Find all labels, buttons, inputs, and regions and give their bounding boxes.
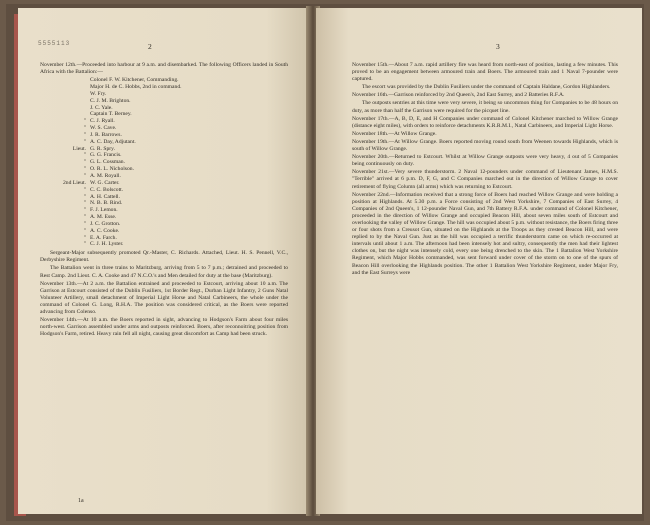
footer-signature-mark: 1a bbox=[78, 498, 84, 504]
officer-row bbox=[40, 139, 288, 146]
paragraph: November 19th.—At Willow Grange. Boers reported moving round south from Weenen towards Highlands, which is south of Willow Grange. bbox=[352, 138, 618, 153]
officer-rank: " bbox=[83, 220, 86, 227]
officer-row bbox=[40, 235, 288, 242]
officer-name: A. C. Day, Adjutant. bbox=[90, 138, 136, 145]
officer-name: A. H. Cattell. bbox=[90, 193, 120, 200]
officer-row bbox=[40, 187, 288, 194]
officer-list bbox=[40, 77, 288, 248]
officer-row bbox=[40, 111, 288, 118]
officer-rank: " bbox=[83, 241, 86, 248]
intro-paragraph: November 12th.—Proceeded into harbour at 9 a.m. and disembarked. The following Officers landed in South Africa with the Battalion:— bbox=[40, 62, 288, 76]
officer-row bbox=[40, 214, 288, 221]
officer-rank: " bbox=[83, 125, 86, 132]
officer-name: C. J. M. Brighton. bbox=[90, 97, 131, 104]
officer-row bbox=[40, 207, 288, 214]
officer-rank: " bbox=[83, 131, 86, 138]
officer-rank: " bbox=[83, 138, 86, 145]
right-page-text bbox=[352, 62, 618, 278]
officer-rank: " bbox=[83, 214, 86, 221]
paragraph: The outposts sentries at this time were very severe, it being so uncommon thing for Companies to be 48 hours on duty, as more than half the Garrison were required for the picquet line. bbox=[352, 100, 618, 114]
officer-row bbox=[40, 152, 288, 159]
paragraph: November 14th.—At 10 a.m. the Boers reported in sight, advancing to Hodgson's Farm about four miles north-west. Garrison assembled under arms and outposts reinforced. Boers, after reconnoitring position from Hodgson's Farm, retired. Heavy rain fell all night, causing great discomfort as Camp had been struck. bbox=[40, 317, 288, 338]
officer-name: F. J. Lemon. bbox=[90, 207, 118, 214]
paragraph: November 15th.—About 7 a.m. rapid artillery fire was heard from north-east of position, lasting a few minutes. This proved to be an engagement between armoured train and Boers. The armoured train and 1 Naval 7-pounder were captured. bbox=[352, 62, 618, 83]
officer-row bbox=[40, 228, 288, 235]
officer-name: J. R. Barrows. bbox=[90, 131, 122, 138]
officer-row bbox=[40, 241, 288, 248]
officer-rank: " bbox=[83, 152, 86, 159]
paragraph: November 13th.—At 2 a.m. the Battalion entrained and proceeded to Estcourt, arriving about 10 a.m. The Garrison at Estcourt consisted of the Dublin Fusiliers, 1st Border Regt., Durban Light Infantry, 2 Guns Natal Volunteer Artillery, small detachment of Imperial Light Horse and Natal Carbineers, the whole under the command of Colonel G. Long, R.H.A. The position was considered critical, as the Boers were reported advancing from Colenso. bbox=[40, 280, 288, 316]
paragraph: The escort was provided by the Dublin Fusiliers under the command of Captain Haldane, Gordon Highlanders. bbox=[362, 84, 611, 91]
officer-name: G. R. Spry. bbox=[90, 145, 115, 152]
officer-name: G. L. Cossman. bbox=[90, 159, 125, 166]
officer-row bbox=[40, 105, 288, 112]
officer-row bbox=[40, 132, 288, 139]
officer-row bbox=[40, 98, 288, 105]
officer-row bbox=[40, 77, 288, 84]
officer-row bbox=[40, 91, 288, 98]
officer-rank: " bbox=[83, 200, 86, 207]
officer-name: J. C. Grotton. bbox=[90, 220, 121, 227]
officer-name: W. G. Carter. bbox=[90, 179, 120, 186]
officer-rank: " bbox=[83, 166, 86, 173]
officer-name: C. C. Bolscott. bbox=[90, 186, 124, 193]
page-number-right: 3 bbox=[496, 42, 500, 51]
officer-rank: " bbox=[83, 234, 86, 241]
officer-row bbox=[40, 159, 288, 166]
officer-name: W. S. Cave. bbox=[90, 125, 117, 132]
officer-rank: " bbox=[83, 186, 86, 193]
officer-row bbox=[40, 173, 288, 180]
paragraph: November 21st.—Very severe thunderstorm. 2 Naval 12-pounders under command of Lieutenant James, H.M.S. "Terrible" arrived at 6 p.m. D, F, G, and C Companies marched out in the direction of Willow Grange to cover retirement of flying Column (all arms) which was returning to Estcourt. bbox=[352, 169, 618, 190]
officer-name: J. C. Yale. bbox=[90, 104, 113, 111]
paragraph: November 22nd.—Information received that a strong force of Boers had reached Willow Grange and were holding a position at Highlands. At 5.30 p.m. a Force consisting of 2nd West Yorkshire, 7 Companies of East Surrey, 4 Companies of 2nd Queen's, 1 12-pounder Naval Gun, and 7th Battery R.F.A. under command of Colonel Kitchener, proceeded in the direction of Willow Grange and occupied Beacon Hill, about seven miles south of Estcourt and overlooking the valley of Willow Grange. The hill was occupied about 5 p.m. without resistance, the Boers firing three or four shots from a Creusot Gun, situated on the Highlands at the Troops as they crested Beacon Hill, and were replied to by the Naval Gun. Just as the hill was occupied a terrific thunderstorm came on which re-occurred at intervals until about 1 a.m. The afternoon had been intensely hot and sultry, consequently the men had their lightest clothes on, but the night was intensely cold, every one being drenched to the skin. The 1 Battalion West Yorkshire Regiment, which Major Hobbs commanded, was sent forward under cover of the storm on to one of the spurs of Beacon Hill overlooking the Highlands position. The other 1 Battalion West Yorkshire Regiment, under Major Fry, and the East Surreys were bbox=[352, 191, 618, 276]
library-stamp: 5555113 bbox=[38, 40, 71, 47]
right-page bbox=[316, 8, 642, 514]
officer-row bbox=[40, 84, 288, 91]
page-number-left: 2 bbox=[148, 42, 152, 51]
officer-rank: " bbox=[83, 227, 86, 234]
officer-rank: Lieut. bbox=[72, 145, 86, 152]
paragraph: November 16th.—Garrison reinforced by 2nd Queen's, 2nd East Surrey, and 2 Batteries R.F.A. bbox=[352, 92, 565, 99]
officer-row bbox=[40, 194, 288, 201]
officer-rank: " bbox=[83, 207, 86, 214]
officer-name: E. A. Farch. bbox=[90, 234, 117, 241]
left-page bbox=[18, 8, 310, 514]
officer-row bbox=[40, 125, 288, 132]
paragraph: Sergeant-Major subsequently promoted Qr.-Master, C. Richards. Attached, Lieut. H. S. Pennell, V.C., Derbyshire Regiment. bbox=[40, 250, 288, 264]
officer-rank: 2nd Lieut. bbox=[63, 179, 86, 186]
officer-name: A. M. Esse. bbox=[90, 214, 117, 221]
officer-name: A. M. Royall. bbox=[90, 173, 121, 179]
officer-rank: " bbox=[83, 118, 86, 125]
officer-name: N. B. B. Rind. bbox=[90, 200, 123, 207]
paragraph: The Battalion went in three trains to Maritzburg, arriving from 5 to 7 p.m.; detrained and proceeded to Rest Camp. 2nd Lieut. C. A. Cooke and 47 N.C.O.'s and Men detailed for duty at the base (Maritzburg). bbox=[40, 265, 288, 279]
left-page-text bbox=[40, 62, 288, 339]
officer-name: W. Fry. bbox=[90, 90, 107, 97]
officer-name: A. C. Cooke. bbox=[90, 227, 120, 234]
officer-row bbox=[40, 200, 288, 207]
officer-name: C. J. H. Lyster. bbox=[90, 241, 124, 248]
officer-rank: " bbox=[83, 173, 86, 179]
officer-name: O. R. L. Nicholson. bbox=[90, 166, 134, 173]
paragraph: November 20th.—Returned to Estcourt. Whilst at Willow Grange outposts were very heavy, 4 out of 5 Companies being continuously on duty. bbox=[352, 154, 618, 168]
officer-rank: " bbox=[83, 159, 86, 166]
officer-row bbox=[40, 118, 288, 125]
officer-row bbox=[40, 180, 288, 187]
officer-name: Major H. de C. Hobbs, 2nd in command. bbox=[90, 84, 182, 91]
officer-row bbox=[40, 221, 288, 228]
officer-row bbox=[40, 166, 288, 173]
paragraph: November 17th.—A, B, D, E, and H Companies under command of Colonel Kitchener marched to Willow Grange (distance eight miles), with orders to reinforce detachments K.R.R.M.I., Natal Carbineers, and Imperial Light Horse. bbox=[352, 115, 618, 129]
officer-name: Colonel F. W. Kitchener, Commanding. bbox=[90, 77, 179, 84]
officer-name: G. G. Francis. bbox=[90, 152, 122, 159]
officer-name: Captain T. Berney. bbox=[90, 111, 132, 118]
officer-name: C. J. Ryall. bbox=[90, 118, 115, 125]
officer-row bbox=[40, 146, 288, 153]
paragraph: November 18th.—At Willow Grange. bbox=[352, 130, 437, 137]
officer-rank: " bbox=[83, 193, 86, 200]
